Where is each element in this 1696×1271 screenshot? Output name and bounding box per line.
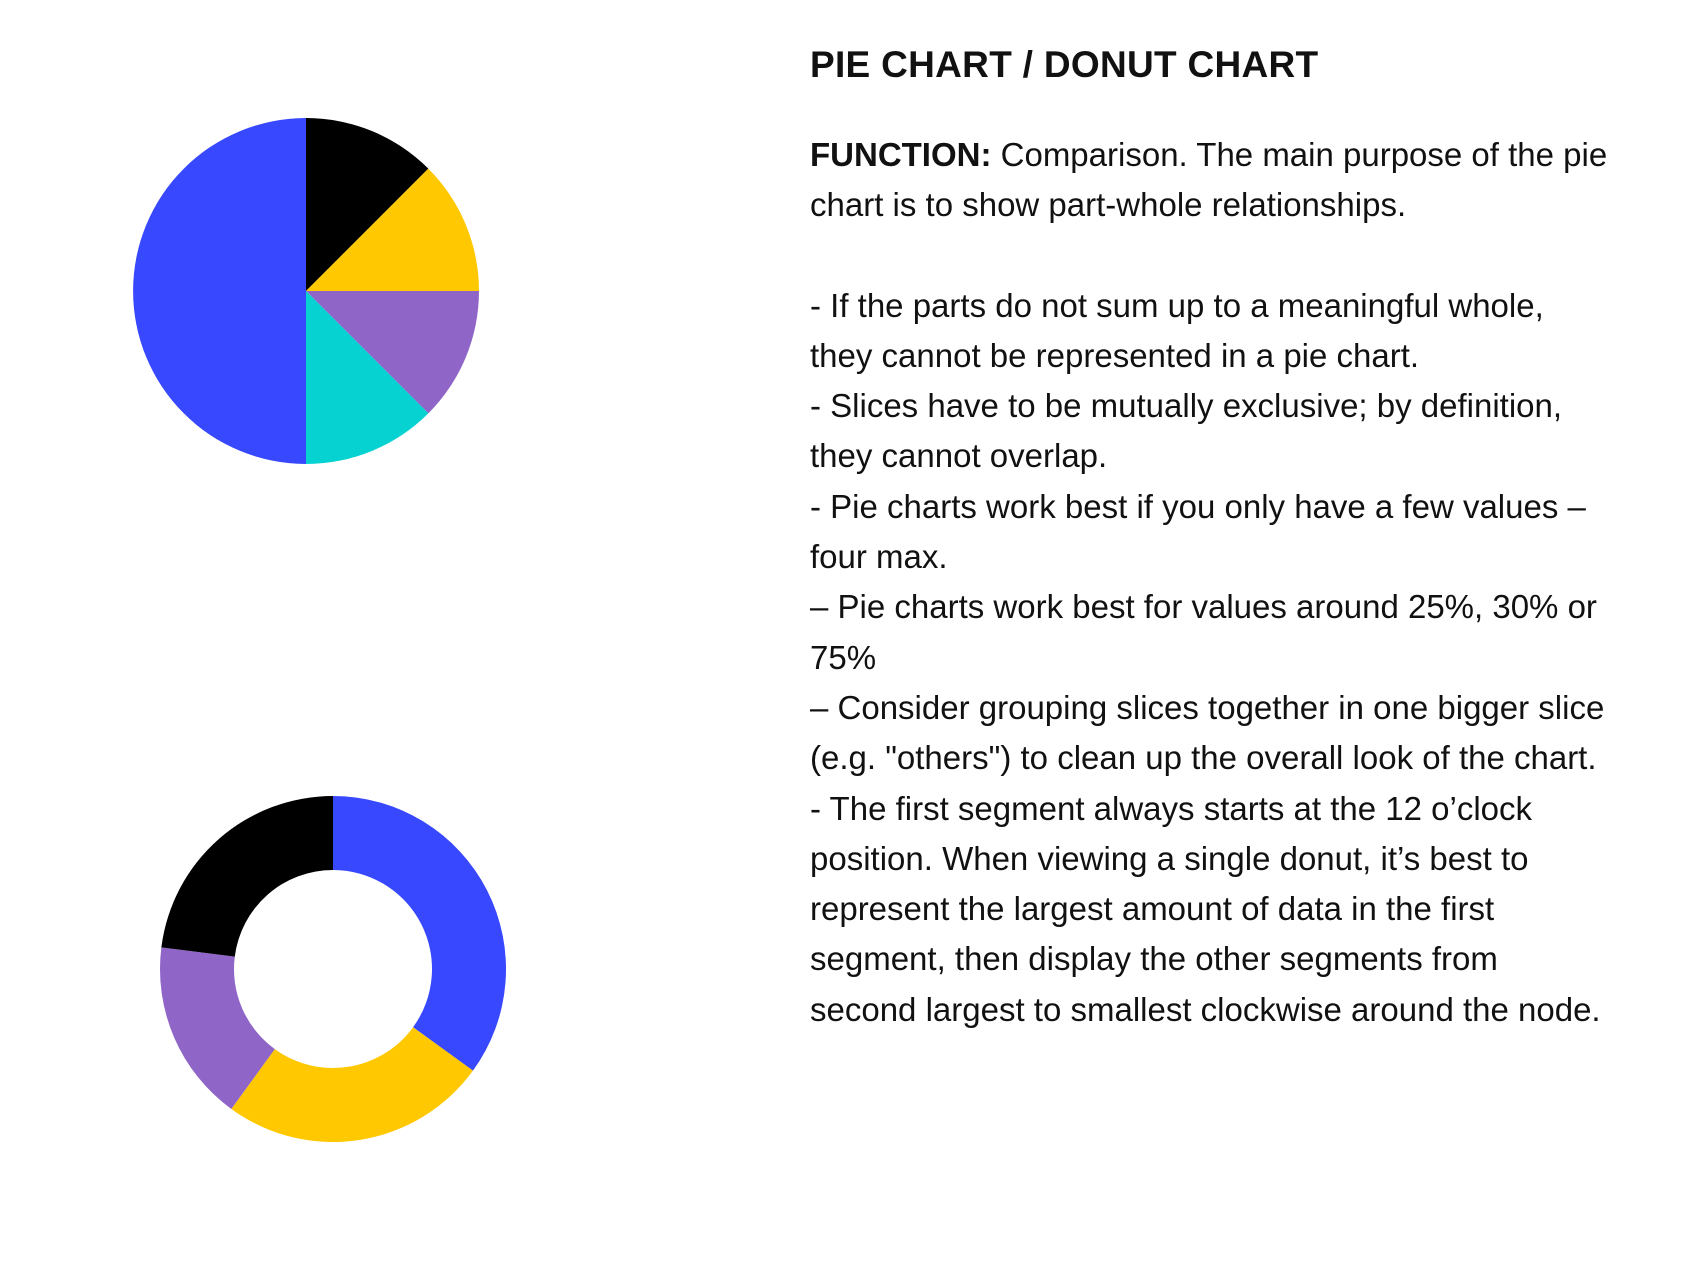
- function-label: FUNCTION:: [810, 136, 992, 173]
- description-panel: [810, 44, 1610, 1035]
- donut-chart: [0, 620, 760, 1271]
- pie-slice-5: [133, 118, 306, 464]
- donut-slice-1: [333, 796, 506, 1071]
- function-paragraph: [810, 130, 1610, 231]
- guideline-item: – Consider grouping slices together in one bigger slice (e.g. "others") to clean up the overall look of the chart.: [810, 688, 1605, 777]
- donut-slice-4: [161, 796, 333, 957]
- guideline-item: - The first segment always starts at the 12 o’clock position. When viewing a single donut, it’s best to represent the largest amount of data in the first segment, then display the other segments from second largest to smallest clockwise around the node.: [810, 789, 1601, 1028]
- function-text: Comparison. The main purpose of the pie chart is to show part-whole relationships.: [810, 136, 1608, 224]
- guideline-item: - If the parts do not sum up to a meaningful whole, they cannot be represented in a pie chart.: [810, 286, 1544, 374]
- guideline-item: - Slices have to be mutually exclusive; by definition, they cannot overlap.: [810, 387, 1563, 475]
- guideline-item: – Pie charts work best for values around 25%, 30% or 75%: [810, 588, 1597, 676]
- guidelines-list: [810, 281, 1610, 1035]
- pie-chart: [0, 0, 760, 620]
- guideline-item: - Pie charts work best if you only have a few values – four max.: [810, 487, 1586, 576]
- page-title: PIE CHART / DONUT CHART: [810, 44, 1319, 85]
